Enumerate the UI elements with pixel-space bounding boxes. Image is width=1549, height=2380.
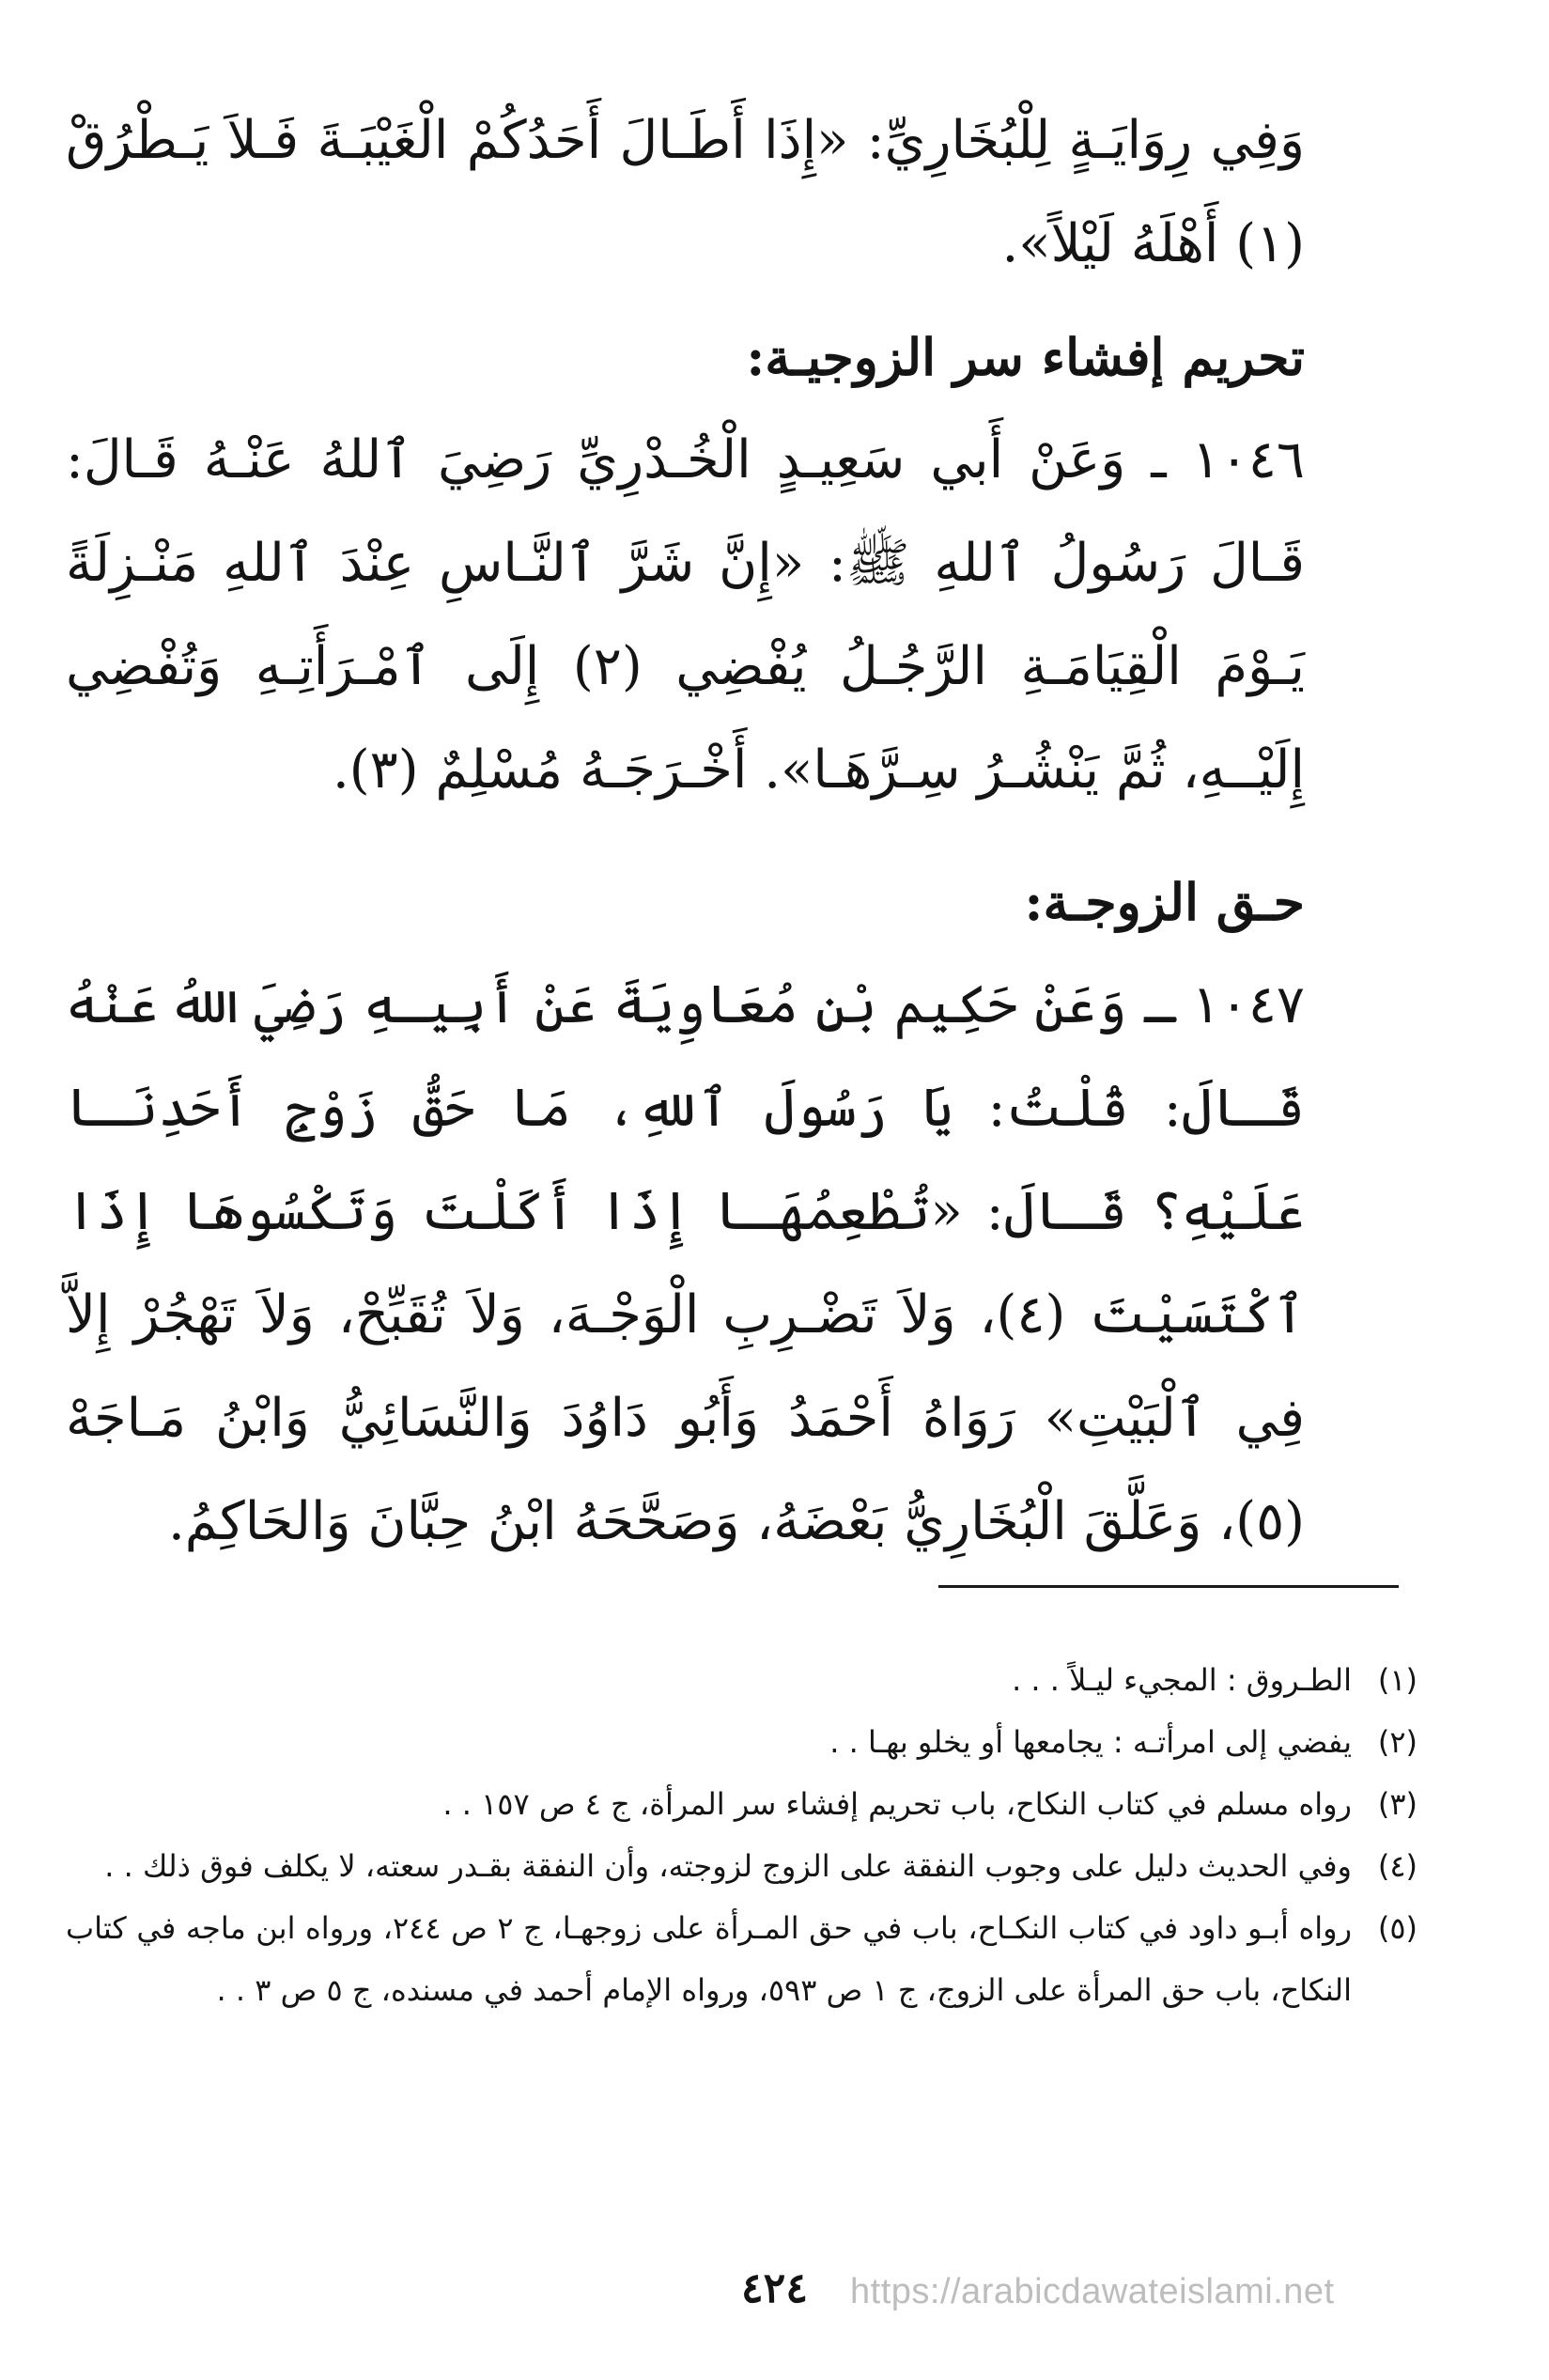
hadith-1047: ١٠٤٧ ـ وَعَنْ حَكِيم بْنِ مُعَاوِيَةَ عَنْ أَبِيـهِ رَضِيَ اللهُ عَنْهُ قَـالَ: قُلْتُ: يَا رَسُولَ ٱللهِ، مَا حَقُّ زَوْجِ أَحَدِنَـا عَلَيْهِ؟ قَـالَ: «تُطْعِمُهَـا إِذَا أَكَلْتَ وَتَكْسُوهَا إِذَا ٱكْتَسَيْتَ (٤)، وَلاَ تَضْـرِبِ الْوَجْـهَ، وَلاَ تُقَبِّحْ، وَلاَ تَهْجُرْ إِلاَّ فِي ٱلْبَيْتِ» رَوَاهُ أَحْمَدُ وَأَبُو دَاوُدَ وَالنَّسَائِيُّ وَابْنُ مَـاجَهْ (٥)، وَعَلَّقَ الْبُخَارِيُّ بَعْضَهُ، وَصَحَّحَهُ ابْنُ حِبَّانَ وَالحَاكِمُ. [66,974,1306,1552]
footnote-number: (٤) [1377,1848,1417,1884]
hadith-1046: ١٠٤٦ ـ وَعَنْ أَبي سَعِيـدٍ الْخُـدْرِيِّ رَضِيَ ٱللهُ عَنْـهُ قَـالَ: قَـالَ رَسُولُ ٱللهِ ﷺ: «إِنَّ شَرَّ ٱلنَّـاسِ عِنْدَ ٱللهِ مَنْـزِلَةً يَـوْمَ الْقِيَامَـةِ الرَّجُـلُ يُفْضِي (٢) إِلَى ٱمْـرَأَتِـهِ وَتُفْضِي إِلَيْــهِ، ثُمَّ يَنْشُـرُ سِـرَّهَـا». أَخْـرَجَـهُ مُسْلِمٌ (٣). [66,429,1305,801]
footnote-2 [66,1711,1417,1773]
footnote-5 [66,1897,1417,2021]
page-number: ٤٢٤ [741,2264,808,2312]
footnote-text: رواه أبـو داود في كتاب النكـاح، باب في حق المـرأة على زوجهـا، ج ٢ ص ٢٤٤، ورواه ابن ماجه في كتاب النكاح، باب حق المرأة على الزوج، ج ١ ص ٥٩٣، ورواه الإمام أحمد في مسنده، ج ٥ ص ٣ . . [66,1910,1353,2008]
main-text-block [66,89,1305,1574]
watermark-url: https://arabicdawateislami.net [850,2272,1335,2311]
section-heading-wife-rights: حـق الزوجـة: [1024,872,1305,932]
footnote-divider [938,1585,1399,1588]
footnote-number: (٢) [1377,1724,1417,1760]
footnote-1 [66,1649,1417,1711]
section-heading-marital-secret: تحريم إفشاء سر الزوجيـة: [746,327,1305,387]
footnote-number: (٣) [1377,1786,1417,1822]
footnotes [66,1649,1417,2021]
footnote-4 [66,1835,1417,1897]
footnote-text: رواه مسلم في كتاب النكاح، باب تحريم إفشاء سر المرأة، ج ٤ ص ١٥٧ . . [442,1786,1352,1822]
footnote-3 [66,1773,1417,1835]
footnote-text: وفي الحديث دليل على وجوب النفقة على الزوج لزوجته، وأن النفقة بقـدر سعته، لا يكلف فوق ذلك . . [104,1848,1352,1884]
footnote-text: الطـروق : المجيء ليـلاً . . . [1012,1662,1352,1698]
footnote-number: (٥) [1377,1910,1417,1946]
paragraph-bukhari-narration: وَفِي رِوَايَـةٍ لِلْبُخَارِيِّ: «إِذَا أَطَـالَ أَحَدُكُمْ الْغَيْبَـةَ فَـلاَ يَـطْرُقْ (١) أَهْلَهُ لَيْلاً». [66,110,1305,274]
footnote-text: يفضي إلى امرأتـه : يجامعها أو يخلو بهـا . . [829,1724,1352,1760]
footnote-number: (١) [1377,1662,1417,1698]
